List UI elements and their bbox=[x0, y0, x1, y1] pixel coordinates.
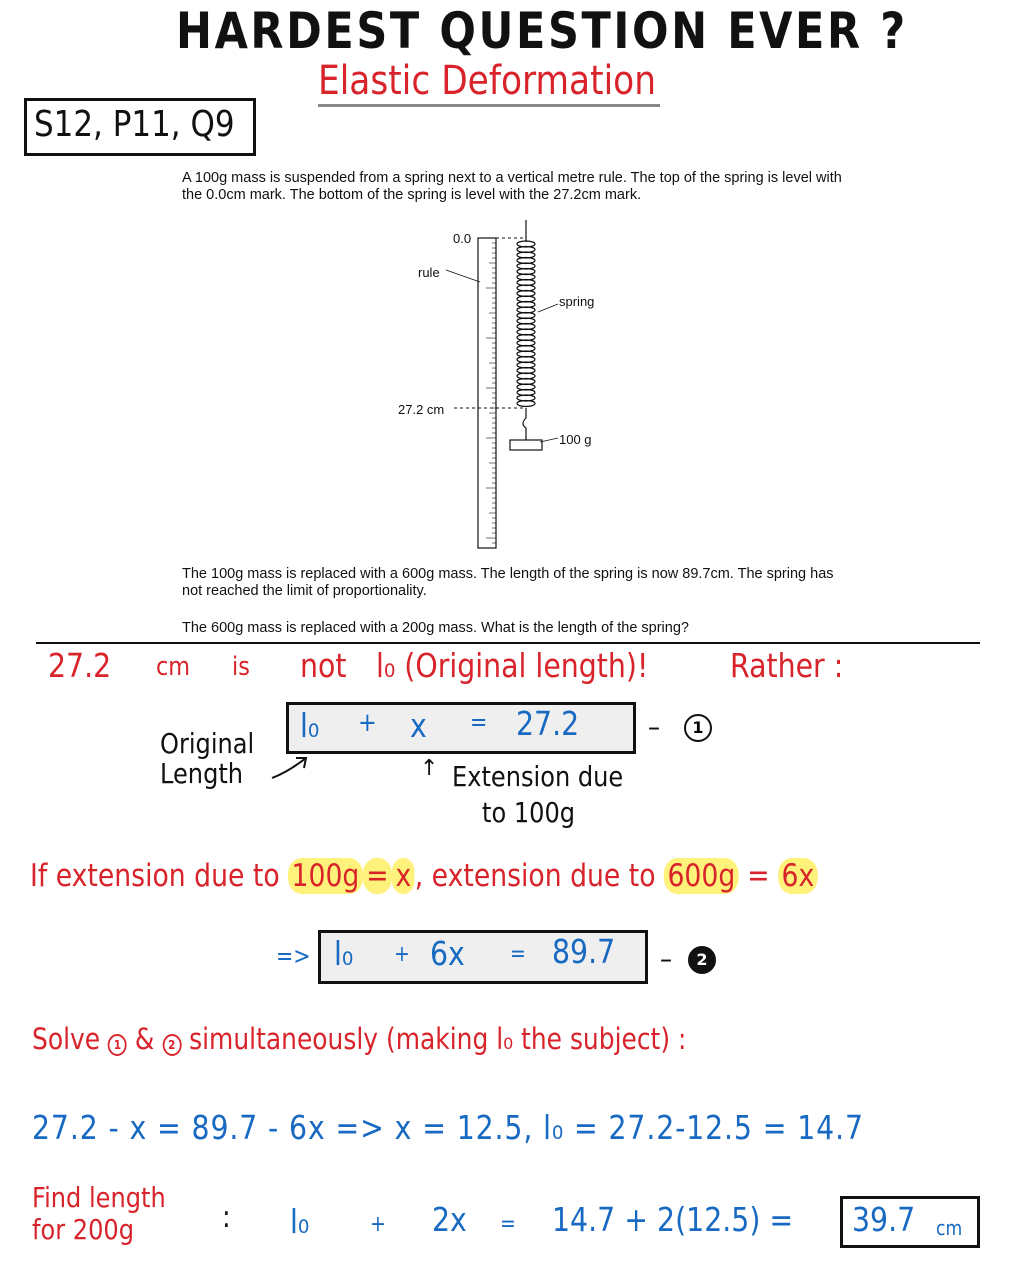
spring-coils bbox=[517, 241, 535, 407]
final-2x: 2x bbox=[432, 1200, 467, 1239]
final-answer: 39.7 bbox=[852, 1200, 916, 1239]
extension-note-line1: Extension due bbox=[452, 760, 624, 793]
solve-simultaneously: simultaneously (making bbox=[189, 1022, 489, 1056]
eq2-l0: l₀ bbox=[334, 934, 354, 973]
eq1-dash: – bbox=[648, 710, 661, 743]
topic-subtitle: Elastic Deformation bbox=[318, 58, 657, 104]
line3-text-e: , extension due to bbox=[414, 858, 656, 894]
arrow-icon bbox=[268, 752, 312, 782]
final-expression: 14.7 + 2(12.5) = bbox=[552, 1200, 794, 1239]
eq1-x: x bbox=[410, 706, 427, 745]
final-unit: cm bbox=[936, 1216, 963, 1240]
up-arrow-icon: ↑ bbox=[420, 756, 439, 781]
equation-1-box bbox=[286, 702, 636, 754]
note-not: not bbox=[300, 646, 347, 685]
note-cm: cm bbox=[156, 652, 191, 682]
page-title: HARDEST QUESTION EVER ? bbox=[176, 2, 908, 60]
calc-line: 27.2 - x = 89.7 - 6x => x = 12.5, l₀ = 27.2-12.5 = 14.7 bbox=[32, 1108, 864, 1147]
line3-equals-2: = bbox=[747, 858, 770, 894]
label-length: 27.2 cm bbox=[398, 402, 445, 417]
eq2-number: 2 bbox=[688, 946, 716, 974]
note-is: is bbox=[232, 652, 250, 682]
final-l0: l₀ bbox=[290, 1202, 310, 1241]
label-spring: spring bbox=[559, 294, 595, 309]
question-part3: The 600g mass is replaced with a 200g mass. What is the length of the spring? bbox=[182, 620, 689, 636]
note-rather: Rather : bbox=[730, 646, 844, 685]
solve-l0: l₀ bbox=[496, 1022, 514, 1056]
solve-line bbox=[32, 1022, 686, 1056]
solve-amp: & bbox=[134, 1022, 155, 1056]
question-intro: A 100g mass is suspended from a spring next to a vertical metre rule. The top of the spring is level with the 0.0cm mark. The bottom of the spring is level with the 27.2cm mark. bbox=[182, 170, 842, 203]
eq1-l0: l₀ bbox=[300, 706, 320, 745]
extension-note-line2: to 100g bbox=[482, 796, 576, 829]
eq2-6x: 6x bbox=[430, 934, 465, 973]
mass-holder bbox=[510, 440, 542, 450]
label-rule: rule bbox=[418, 265, 440, 280]
eq2-plus: + bbox=[394, 942, 410, 967]
solve-word: Solve bbox=[32, 1022, 101, 1056]
label-length-word: Length bbox=[160, 757, 244, 790]
solve-subject: the subject) : bbox=[521, 1022, 687, 1056]
note-original-length: l₀ (Original length)! bbox=[376, 646, 649, 685]
label-original: Original bbox=[160, 727, 255, 760]
eq2-equals: = bbox=[510, 942, 526, 967]
solve-eq1-ref: 1 bbox=[108, 1034, 127, 1056]
note-27-2: 27.2 bbox=[48, 646, 112, 685]
divider bbox=[36, 642, 980, 644]
find-length-line1: Find length bbox=[32, 1181, 166, 1214]
eq1-value: 27.2 bbox=[516, 704, 580, 743]
solve-eq2-ref: 2 bbox=[162, 1034, 181, 1056]
label-zero: 0.0 bbox=[453, 231, 472, 246]
line3-6x: 6x bbox=[778, 858, 818, 894]
line-if-extension bbox=[30, 858, 818, 894]
eq1-plus: + bbox=[358, 708, 377, 738]
line3-text-a: If extension due to bbox=[30, 858, 280, 894]
line3-equals: = bbox=[363, 858, 392, 894]
find-length-line2: for 200g bbox=[32, 1213, 135, 1246]
eq1-equals: = bbox=[470, 708, 488, 736]
eq2-value: 89.7 bbox=[552, 932, 616, 971]
final-equals: = bbox=[500, 1212, 516, 1237]
find-colon: : bbox=[222, 1200, 231, 1235]
question-part2: The 100g mass is replaced with a 600g mass. The length of the spring is now 89.7cm. The spring has not reached the limit of proportionality. bbox=[182, 566, 834, 599]
line3-600g: 600g bbox=[664, 858, 739, 894]
paper-reference: S12, P11, Q9 bbox=[34, 104, 235, 145]
label-mass: 100 g bbox=[559, 432, 592, 447]
line3-100g: 100g bbox=[288, 858, 363, 894]
eq1-number: 1 bbox=[684, 714, 712, 742]
line3-x: x bbox=[392, 858, 415, 894]
eq2-arrow: => bbox=[276, 942, 311, 970]
final-plus: + bbox=[370, 1212, 386, 1237]
eq2-dash: – bbox=[660, 942, 673, 975]
subtitle-underline bbox=[318, 104, 660, 107]
